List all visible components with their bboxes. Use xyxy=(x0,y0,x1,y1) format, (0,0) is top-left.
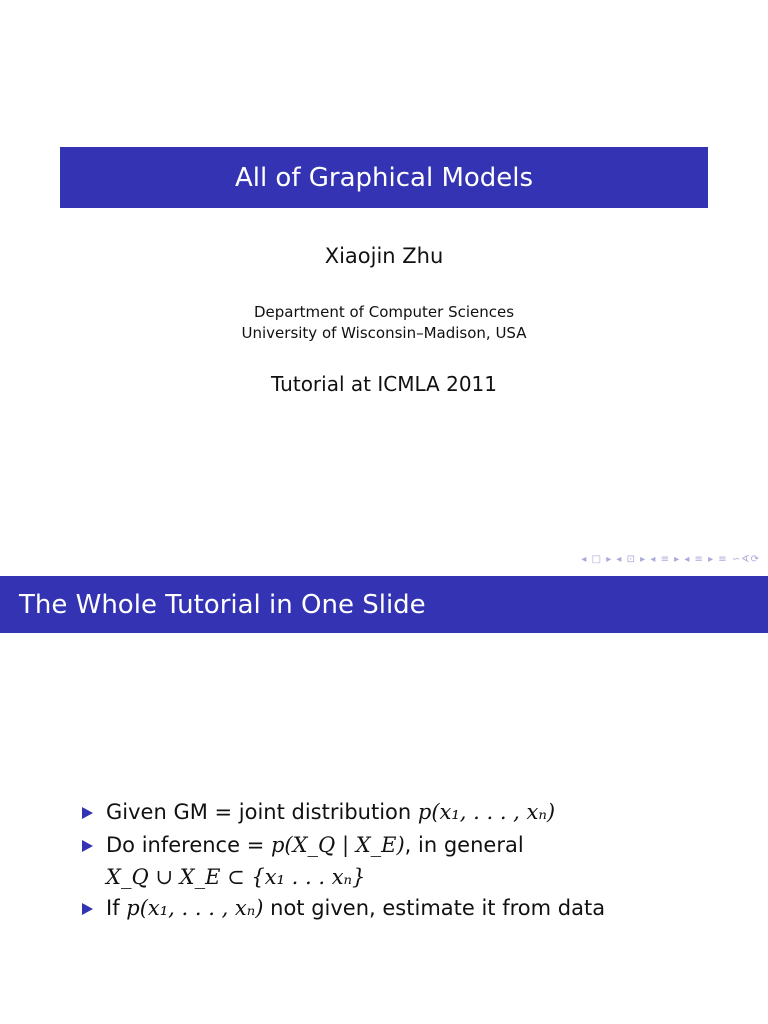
institute-university: University of Wisconsin–Madison, USA xyxy=(241,324,527,342)
author-name: Xiaojin Zhu xyxy=(324,244,444,268)
triangle-bullet-icon xyxy=(82,903,93,915)
bullet-text: Do inference = xyxy=(106,833,271,857)
triangle-bullet-icon xyxy=(82,807,93,819)
list-item xyxy=(82,829,722,892)
bullet-text: Given GM = joint distribution xyxy=(106,800,418,824)
title-slide xyxy=(0,64,768,576)
bullet-text-suffix: , in general xyxy=(404,833,524,857)
institute xyxy=(0,302,768,344)
list-item xyxy=(82,892,722,925)
triangle-bullet-icon xyxy=(82,840,93,852)
bullet-text: If xyxy=(106,896,127,920)
content-slide xyxy=(0,576,768,1024)
presentation-title: All of Graphical Models xyxy=(234,162,534,193)
event-name: Tutorial at ICMLA 2011 xyxy=(271,372,497,396)
title-bar xyxy=(60,147,708,208)
list-item xyxy=(82,796,722,829)
bullet-list xyxy=(82,796,722,925)
frame-title-bar xyxy=(0,576,768,633)
bullet-math: p(x₁, . . . , xₙ) xyxy=(126,896,264,920)
bullet-math: p(x₁, . . . , xₙ) xyxy=(417,800,556,824)
bullet-math: p(X_Q | X_E) xyxy=(270,833,405,857)
bullet-text-suffix: not given, estimate it from data xyxy=(263,896,606,920)
beamer-navigation-bar[interactable]: ◂ □ ▸ ◂ ⊡ ▸ ◂ ≡ ▸ ◂ ≡ ▸ ≡ ∽∢⟳ xyxy=(581,554,760,565)
institute-department: Department of Computer Sciences xyxy=(253,303,515,321)
frame-title: The Whole Tutorial in One Slide xyxy=(19,589,426,620)
bullet-math-continuation: X_Q ∪ X_E ⊂ {x₁ . . . xₙ} xyxy=(106,865,366,889)
